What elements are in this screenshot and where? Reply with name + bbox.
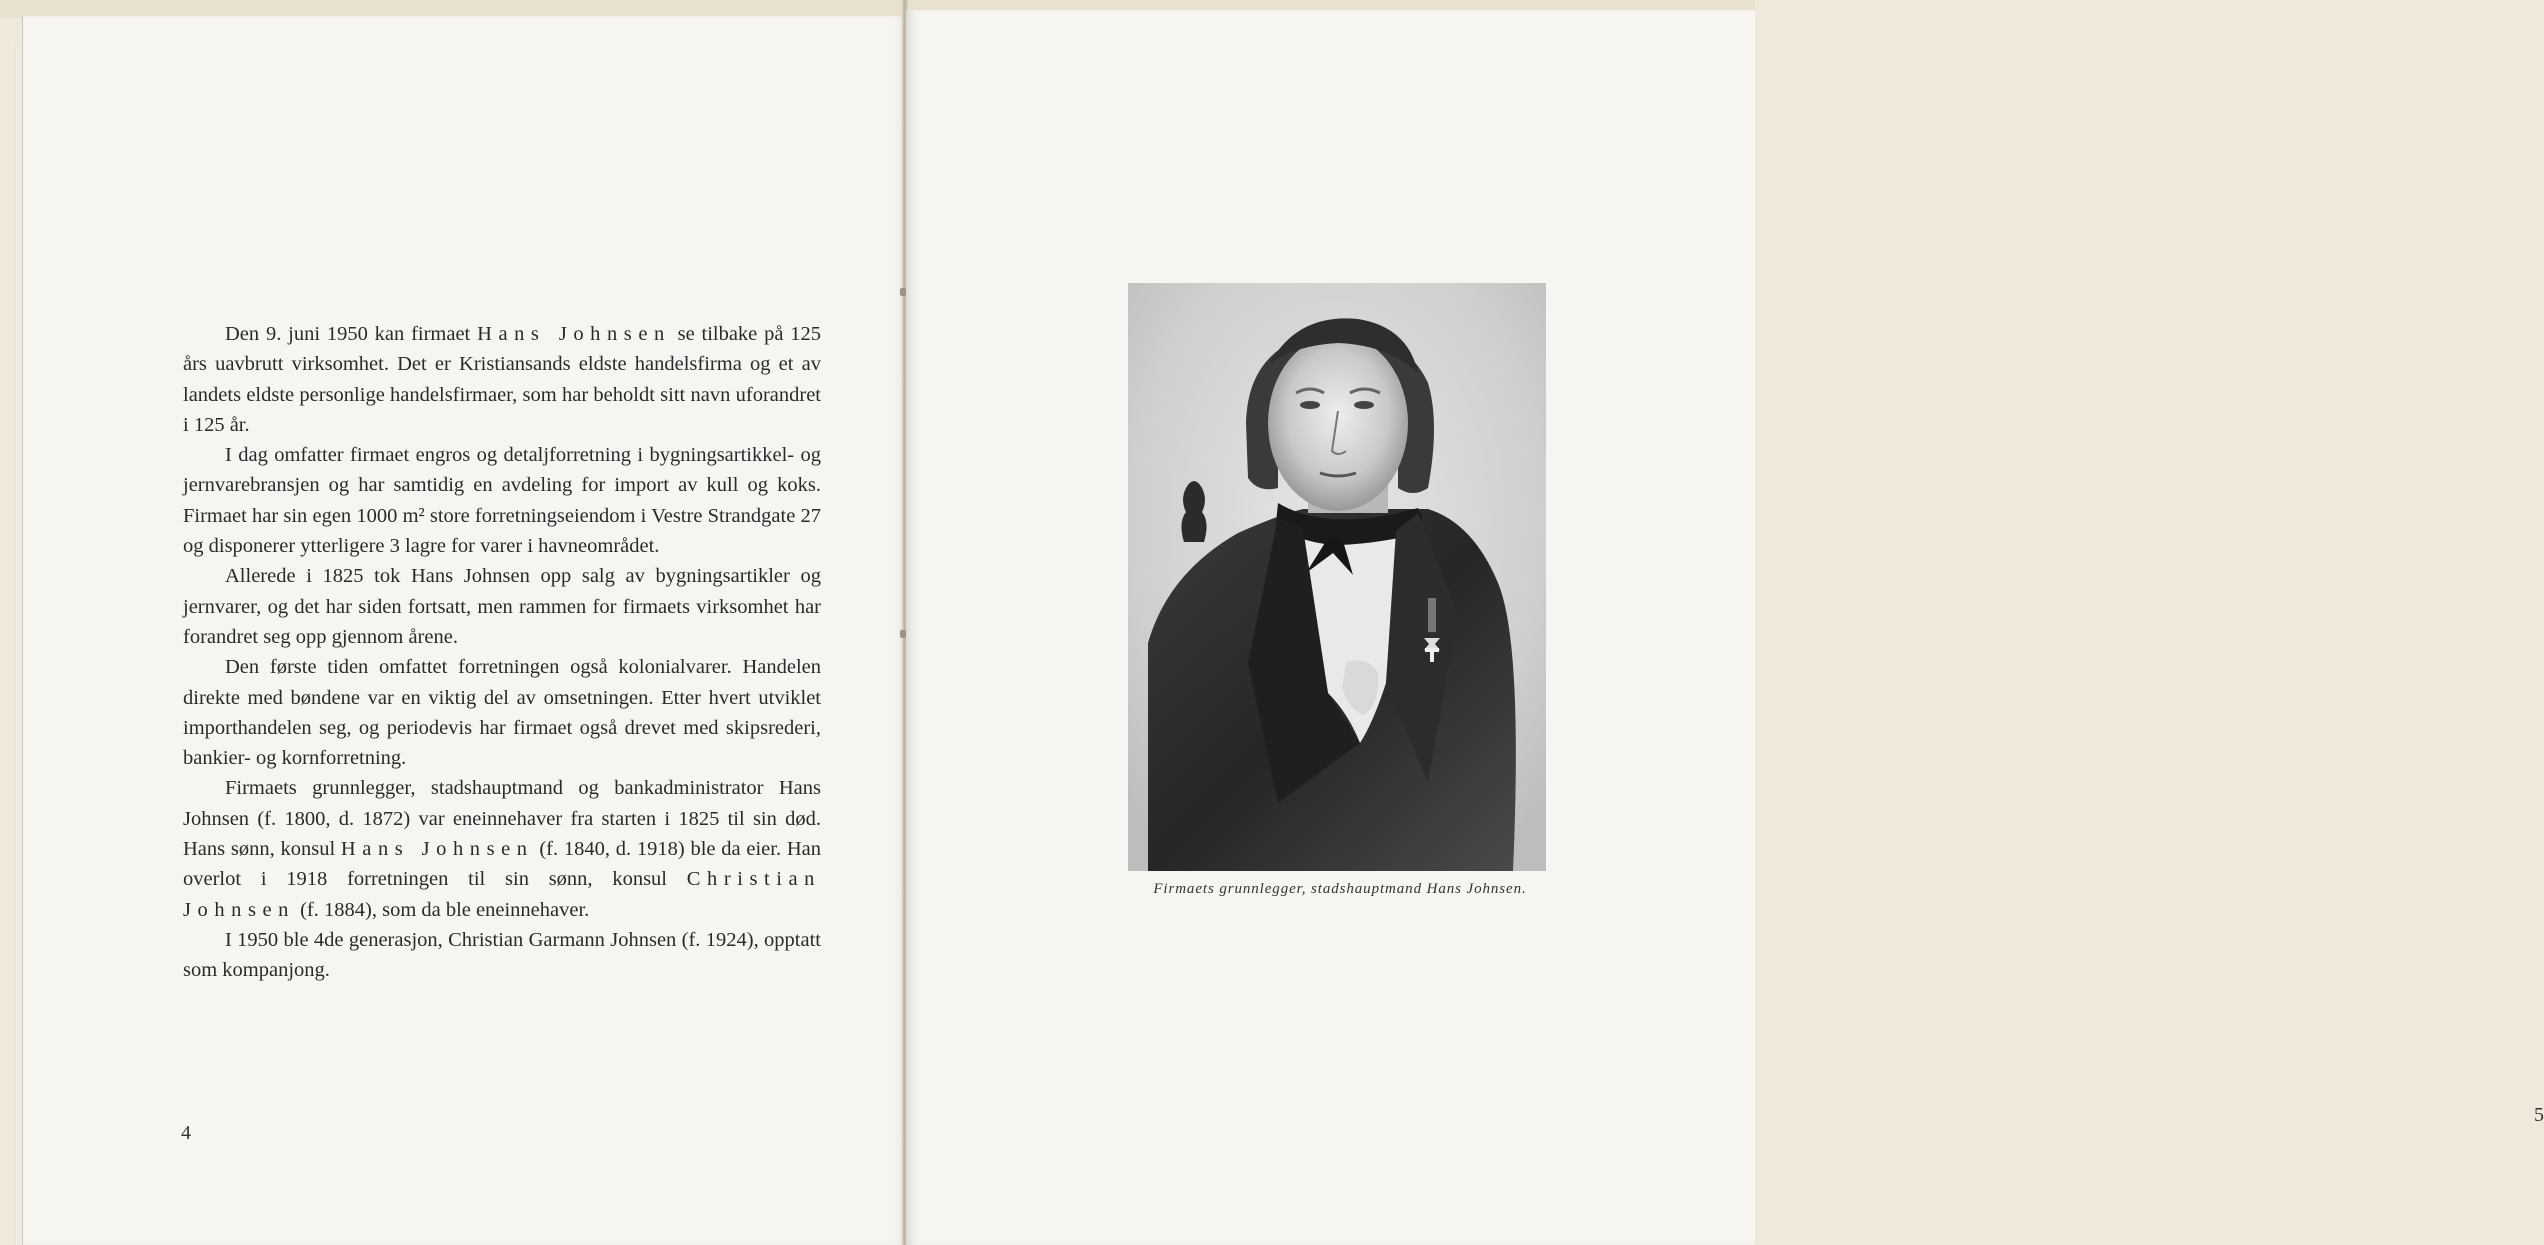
text-run: I 1950 ble 4de generasjon, Christian Garmann Johnsen (f. 1924), opptatt som kompanjong. bbox=[183, 928, 821, 982]
text-run: Firmaets grunnlegger, stadshauptmand og bankadministrator Hans Johnsen (f. 1800, d. 1872) var eneinnehaver fra starten i 1825 til sin død. Hans sønn, konsul bbox=[183, 777, 821, 861]
spaced-name: Hans Johnsen bbox=[340, 838, 534, 861]
body-text bbox=[183, 319, 821, 986]
portrait-photo bbox=[1128, 283, 1546, 871]
text-run: Den 9. juni 1950 kan firmaet bbox=[225, 323, 478, 345]
paragraph bbox=[183, 561, 821, 652]
spaced-name: Hans Johnsen bbox=[477, 323, 671, 345]
paragraph bbox=[183, 925, 821, 986]
paragraph bbox=[183, 773, 821, 924]
text-run: se tilbake på 125 års uavbrutt virksomhet. Det er Kristiansands eldste handelsfirma og et av landets eldste personlige handelsfirmaer, som har beholdt sitt navn uforandret i 125 år. bbox=[183, 323, 821, 436]
text-run: (f. 1884), som da ble eneinnehaver. bbox=[294, 898, 590, 921]
text-run: (f. 1840, d. 1918) ble da eier. Han overlot i 1918 forretningen til sin sønn, konsul bbox=[183, 838, 821, 891]
text-run: Den første tiden omfattet forretningen også kolonialvarer. Handelen direkte med bøndene var en viktig del av omsetningen. Etter hvert utviklet importhandelen seg, og periodevis har firmaet også drevet med skipsrederi, bankier- og kornforretning. bbox=[183, 656, 821, 770]
paragraph bbox=[183, 319, 821, 440]
left-page bbox=[22, 16, 905, 1245]
paragraph bbox=[183, 440, 821, 561]
portrait-caption: Firmaets grunnlegger, stadshauptmand Hans Johnsen. bbox=[1153, 881, 1527, 897]
text-run: I dag omfatter firmaet engros og detaljforretning i bygningsartikkel- og jernvarebransjen og har samtidig en avdeling for import av kull og koks. Firmaet har sin egen 1000 m² store forretningseiendom i Vestre Strandgate 27 og disponerer ytterligere 3 lagre for varer i havneområdet. bbox=[183, 444, 821, 558]
page-number-left: 4 bbox=[181, 1122, 191, 1144]
portrait-illustration bbox=[1128, 283, 1546, 871]
paragraph bbox=[183, 652, 821, 773]
page-number-right: 5 bbox=[2534, 1104, 2544, 1126]
spaced-name: Christian Johnsen bbox=[183, 868, 821, 921]
text-run: Allerede i 1825 tok Hans Johnsen opp salg av bygningsartikler og jernvarer, og det har siden fortsatt, men rammen for firmaets virksomhet har forandret seg opp gjennom årene. bbox=[183, 565, 821, 648]
